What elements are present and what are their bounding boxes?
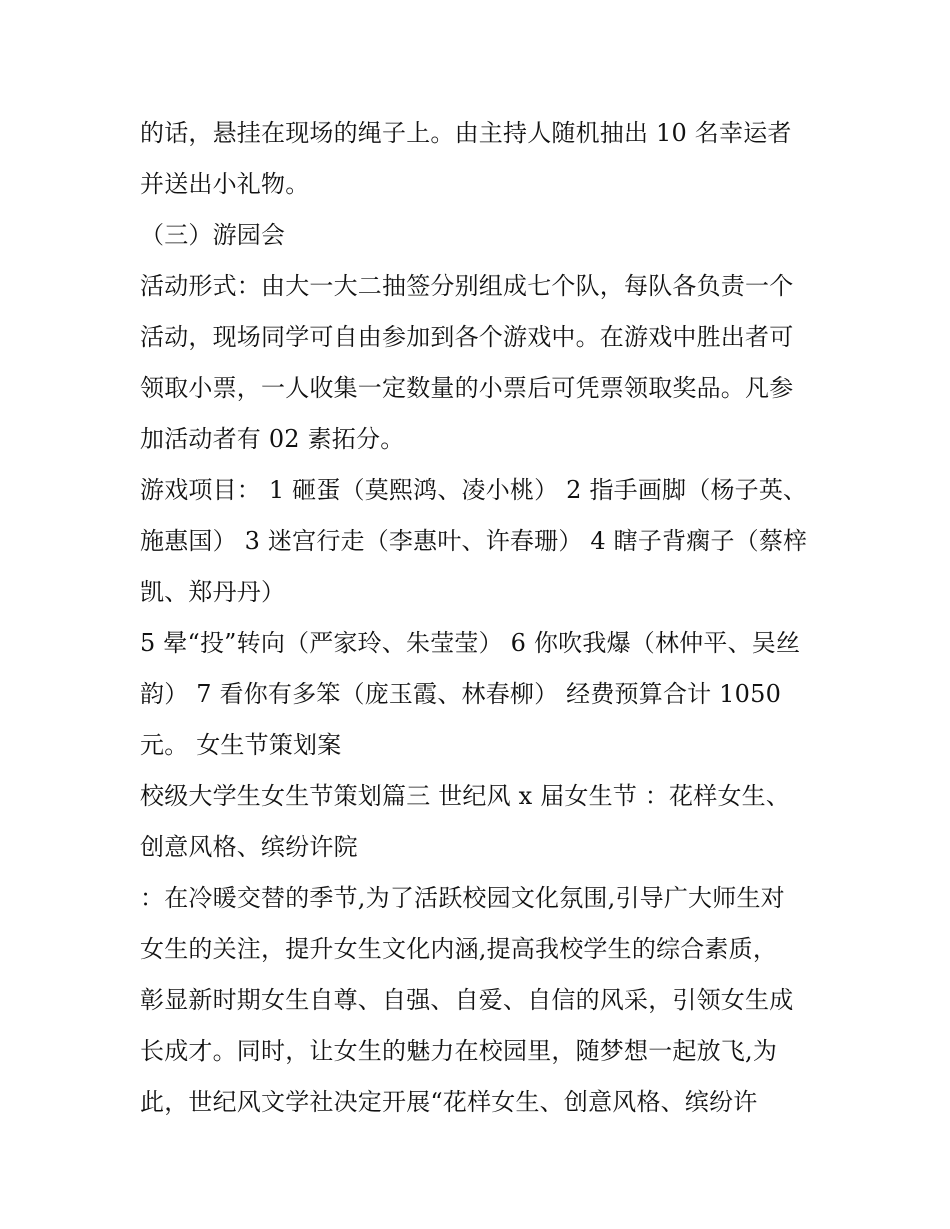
text-line-18: 彰显新时期女生自尊、自强、自爱、自信的风采，引领女生成: [140, 986, 794, 1014]
text-line-10: 凯、郑丹丹）: [140, 578, 286, 606]
text-line-12: 韵） 7 看你有多笨（庞玉霞、林春柳） 经费预算合计 1050: [140, 680, 782, 708]
text-line-1: 的话，悬挂在现场的绳子上。由主持人随机抽出 10 名幸运者: [140, 119, 792, 147]
text-line-5: 活动，现场同学可自由参加到各个游戏中。在游戏中胜出者可: [140, 323, 794, 351]
text-line-2: 并送出小礼物。: [140, 170, 310, 198]
document-body: [140, 108, 830, 1128]
text-line-15: 创意风格、缤纷许院: [140, 833, 358, 861]
section-heading: （三）游园会: [140, 221, 286, 249]
text-line-11: 5 晕“投”转向（严家玲、朱莹莹） 6 你吹我爆（林仲平、吴丝: [140, 629, 801, 657]
text-line-4: 活动形式：由大一大二抽签分别组成七个队，每队各负责一个: [140, 272, 794, 300]
text-line-6: 领取小票，一人收集一定数量的小票后可凭票领取奖品。凡参: [140, 374, 794, 402]
text-line-7: 加活动者有 02 素拓分。: [140, 425, 405, 453]
text-line-19: 长成才。同时，让女生的魅力在校园里，随梦想一起放飞,为: [140, 1037, 778, 1065]
text-line-20: 此，世纪风文学社决定开展“花样女生、创意风格、缤纷许: [140, 1088, 758, 1116]
text-line-16: ：在冷暖交替的季节,为了活跃校园文化氛围,引导广大师生对: [140, 884, 785, 912]
text-line-17: 女生的关注，提升女生文化内涵,提高我校学生的综合素质，: [140, 935, 778, 963]
text-line-9: 施惠国） 3 迷宫行走（李惠叶、许春珊） 4 瞎子背瘸子（蔡梓: [140, 527, 808, 555]
text-line-14: 校级大学生女生节策划篇三 世纪风 x 届女生节 ：花样女生、: [140, 782, 791, 810]
text-line-8: 游戏项目： 1 砸蛋（莫熙鸿、凌小桃） 2 指手画脚（杨子英、: [140, 476, 808, 504]
text-line-13: 元。 女生节策划案: [140, 731, 342, 759]
